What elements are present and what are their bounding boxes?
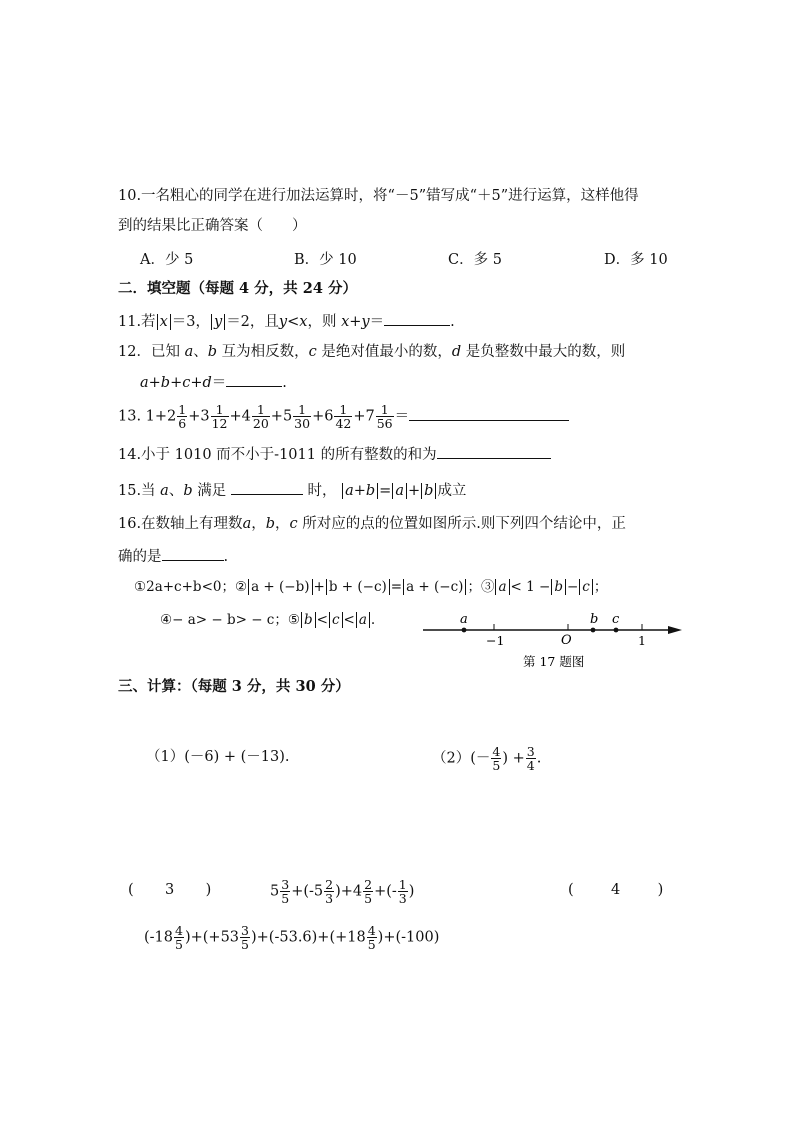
q13: 13. 1+2 $\frac{1}{6}$ +3 $\frac{1}{12}$ +4 $\frac{1}{20}$ +5 $\frac{1}{30}$ +6 $\frac{1}{42}$ +7 $\frac{1}{56}$ ＝ <box>118 403 569 430</box>
point-a <box>462 628 467 633</box>
calc-problem-4: (-18 $\frac{4}{5}$ )+(+53 $\frac{3}{5}$ )+(-53.6)+(+18 $\frac{4}{5}$ )+(-100) <box>144 923 440 952</box>
q16-answer-blank[interactable] <box>162 546 224 561</box>
section2-title: 二．填空题（每题 4 分，共 24 分） <box>118 280 357 297</box>
calc-problem-4-label: ( 4 ) <box>568 882 664 898</box>
number-line-figure <box>420 608 690 672</box>
q10-option-b: B．少 10 <box>294 252 357 268</box>
label-one: 1 <box>638 633 646 648</box>
q14-answer-blank[interactable] <box>437 444 551 459</box>
q15: 15.当 a、b 满足 时， a+b = a + b 成立 <box>118 480 466 501</box>
label-a: a <box>460 612 468 627</box>
q11-answer-blank[interactable] <box>384 311 450 326</box>
calc-problem-3-label: ( 3 ) <box>128 882 212 898</box>
q10-line2: 到的结果比正确答案（ ） <box>118 218 307 234</box>
calc-problem-1: （1）(－6) + (－13). <box>146 749 290 765</box>
label-b: b <box>590 612 599 627</box>
q11: 11.若 x ＝3， y ＝2，且y<x，则 x+y＝ . <box>118 311 455 332</box>
q12-line2: a+b+c+d＝ . <box>140 372 287 393</box>
q12-line1: 12．已知 a、b 互为相反数，c 是绝对值最小的数，d 是负整数中最大的数，则 <box>118 344 626 360</box>
q16-statements-1: ①2a+c+b<0；② a + (−b) + b + (−c) = a + (−c) ；③ a < 1 − b − c ； <box>134 579 608 595</box>
point-b <box>591 628 596 633</box>
q10-option-d: D．多 10 <box>604 252 668 268</box>
calc-problem-2: （2）(－ $\frac{4}{5}$ ) + $\frac{3}{4}$ . <box>432 744 542 773</box>
label-origin: O <box>561 633 572 648</box>
q16-line1: 16.在数轴上有理数a，b，c 所对应的点的位置如图所示.则下列四个结论中，正 <box>118 516 626 532</box>
q12-answer-blank[interactable] <box>226 372 282 387</box>
calc-problem-3: 5 $\frac{3}{5}$ +(-5 $\frac{2}{3}$ )+4 $\frac{2}{5}$ +(- $\frac{1}{3}$ ) <box>270 877 415 906</box>
figure-caption: 第 17 题图 <box>523 654 585 669</box>
axis-arrow-icon <box>668 626 682 634</box>
section3-title: 三、计算：（每题 3 分，共 30 分） <box>118 678 350 695</box>
q16-statements-2: ④− a> − b> − c；⑤ b < c < a . <box>160 612 376 628</box>
q16-line2: 确的是 . <box>118 546 228 567</box>
q14: 14.小于 1010 而不小于-1011 的所有整数的和为 <box>118 444 551 465</box>
label-c: c <box>612 612 620 627</box>
q10-option-a: A．少 5 <box>140 252 194 268</box>
q10-line1: 10.一名粗心的同学在进行加法运算时，将“－5”错写成“＋5”进行运算，这样他得 <box>118 188 639 204</box>
q10-option-c: C．多 5 <box>448 252 502 268</box>
label-minus-one: −1 <box>486 633 505 648</box>
point-c <box>614 628 619 633</box>
q13-answer-blank[interactable] <box>409 406 569 421</box>
q15-answer-blank[interactable] <box>231 480 303 495</box>
